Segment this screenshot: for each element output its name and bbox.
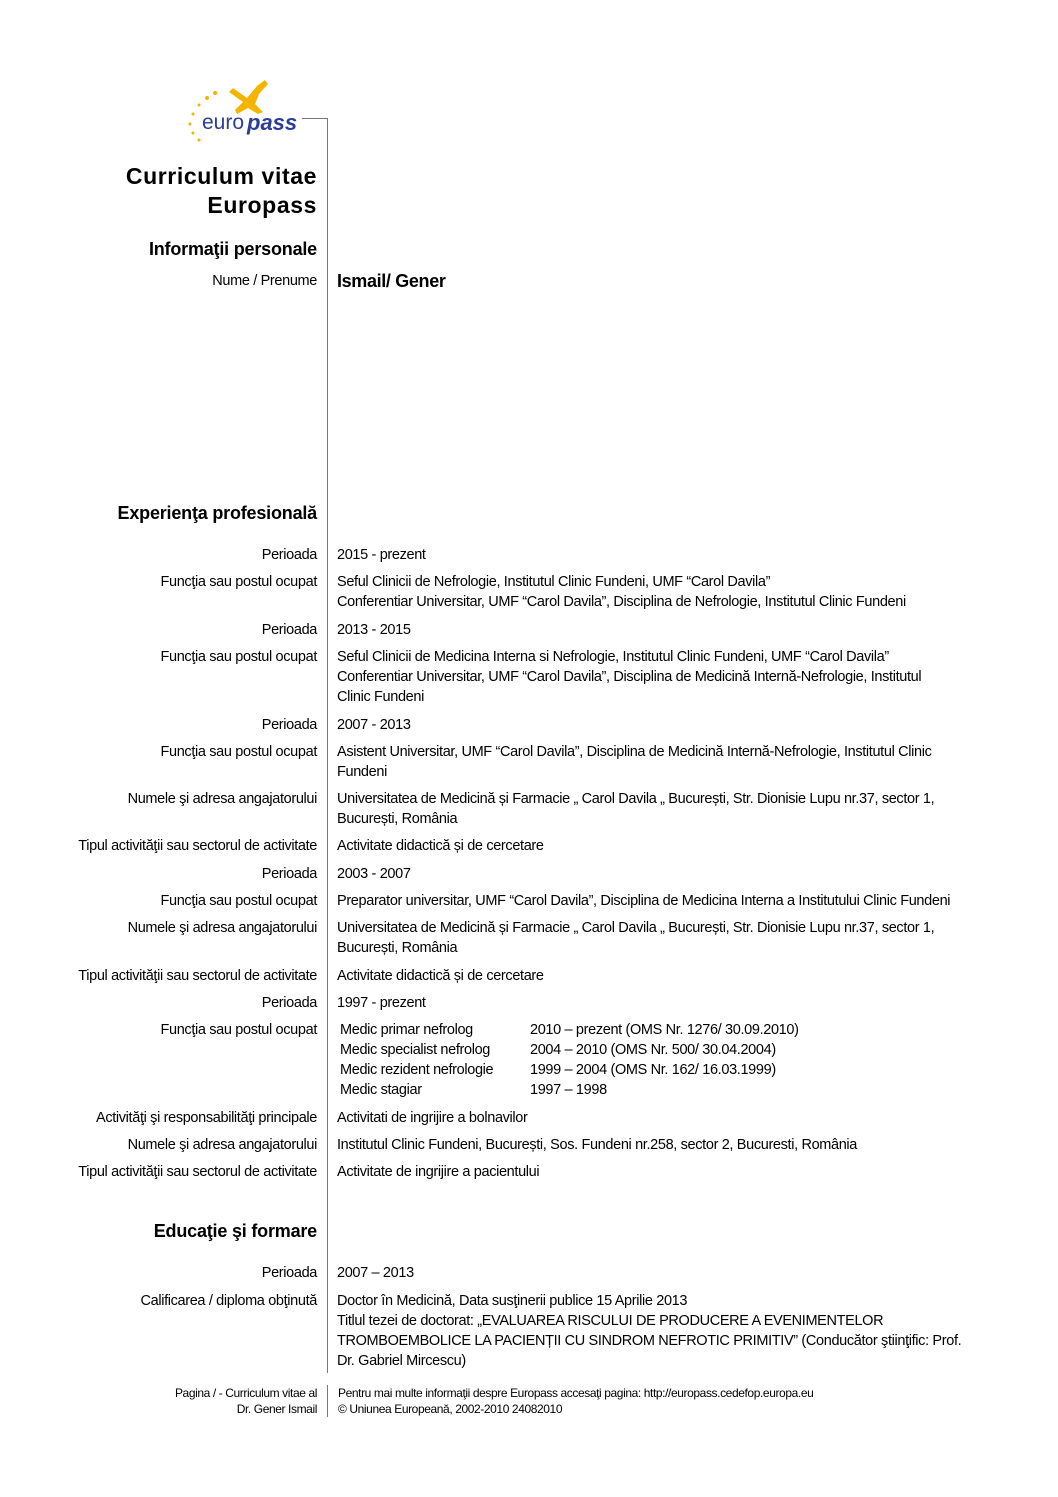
value-line: 2013 - 2015: [337, 622, 411, 638]
title-line-1: Curriculum vitae: [125, 163, 317, 189]
row-value: [337, 993, 426, 1013]
position-title: Medic specialist nefrolog: [340, 1042, 491, 1058]
logo-rule: [302, 118, 327, 119]
row-label: Funcţia sau postul ocupat: [160, 1022, 317, 1038]
row-label: Tipul activităţii sau sectorul de activitate: [78, 968, 317, 984]
row-label: Funcţia sau postul ocupat: [160, 649, 317, 665]
position-period: 1999 – 2004 (OMS Nr. 162/ 16.03.1999): [530, 1062, 776, 1078]
footer-info-link: Pentru mai multe informaţii despre Europass accesaţi pagina: http://europass.cedefop.europa.eu: [338, 1386, 814, 1400]
row-label: Tipul activităţii sau sectorul de activitate: [78, 1164, 317, 1180]
value-line: Conferentiar Universitar, UMF “Carol Davila”, Disciplina de Nefrologie, Institutul Clinic Fundeni: [337, 594, 906, 610]
value-line: Universitatea de Medicină și Farmacie „ Carol Davila „ București, Str. Dionisie Lupu nr.37, sector 1,: [337, 791, 935, 807]
position-period: 2004 – 2010 (OMS Nr. 500/ 30.04.2004): [530, 1042, 776, 1058]
row-label: Funcţia sau postul ocupat: [160, 893, 317, 909]
column-divider: [327, 118, 328, 1373]
footer-page: Pagina / - Curriculum vitae al: [174, 1386, 317, 1400]
position-period: 2010 – prezent (OMS Nr. 1276/ 30.09.2010): [530, 1022, 799, 1038]
row-value: [337, 742, 931, 782]
value-line: Universitatea de Medicină și Farmacie „ Carol Davila „ București, Str. Dionisie Lupu nr.37, sector 1,: [337, 920, 935, 936]
footer-divider: [327, 1385, 328, 1417]
value-line: Seful Clinicii de Nefrologie, Institutul Clinic Fundeni, UMF “Carol Davila”: [337, 574, 771, 590]
page-title: [126, 162, 317, 220]
value-line: Dr. Gabriel Mircescu): [337, 1353, 466, 1369]
row-value: [337, 789, 934, 829]
value-line: Conferentiar Universitar, UMF “Carol Davila”, Disciplina de Medicină Internă-Nefrologie, Institutul: [337, 669, 922, 685]
row-value: [337, 918, 934, 958]
row-value: [337, 572, 906, 612]
row-value: [337, 836, 544, 856]
value-line: Activitate didactică și de cercetare: [337, 968, 544, 984]
row-label: Numele şi adresa angajatorului: [127, 920, 317, 936]
row-label: Numele şi adresa angajatorului: [127, 791, 317, 807]
row-value: [337, 647, 921, 707]
value-line: Doctor în Medicină, Data susţinerii publice 15 Aprilie 2013: [337, 1293, 688, 1309]
value-line: București, România: [337, 940, 458, 956]
name-label: Nume / Prenume: [212, 273, 317, 289]
value-line: 2007 - 2013: [337, 717, 411, 733]
footer-copyright: © Uniunea Europeană, 2002-2010 24082010: [338, 1402, 563, 1416]
row-label: Perioada: [261, 995, 317, 1011]
row-value: [337, 891, 950, 911]
row-value: [337, 545, 426, 565]
row-value: [340, 1020, 799, 1100]
value-line: 2007 – 2013: [337, 1265, 414, 1281]
row-label: Numele şi adresa angajatorului: [127, 1137, 317, 1153]
logo-euro: euro: [202, 111, 245, 134]
value-line: TROMBOEMBOLICE LA PACIENȚII CU SINDROM NEFROTIC PRIMITIV” (Conducător ştiinţific: Prof.: [337, 1333, 962, 1349]
personal-info-heading: Informaţii personale: [148, 239, 317, 259]
footer-left: [175, 1385, 317, 1417]
row-label: Tipul activităţii sau sectorul de activitate: [78, 838, 317, 854]
logo-pass: pass: [247, 110, 298, 135]
value-line: Clinic Fundeni: [337, 689, 424, 705]
value-line: Activitati de ingrijire a bolnavilor: [337, 1110, 528, 1126]
value-line: Activitate de ingrijire a pacientului: [337, 1164, 540, 1180]
row-label: Funcţia sau postul ocupat: [160, 574, 317, 590]
experience-heading: Experienţa profesională: [117, 503, 317, 523]
position-title: Medic stagiar: [340, 1082, 422, 1098]
row-value: [337, 1291, 961, 1371]
footer-right: [338, 1385, 813, 1417]
row-label: Perioada: [261, 547, 317, 563]
value-line: Fundeni: [337, 764, 387, 780]
position-title: Medic primar nefrolog: [340, 1022, 473, 1038]
title-line-2: Europass: [207, 192, 317, 218]
row-value: [337, 715, 411, 735]
name-value: Ismail/ Gener: [337, 271, 446, 291]
row-label: Perioada: [261, 717, 317, 733]
row-value: [337, 1108, 528, 1128]
value-line: Titlul tezei de doctorat: „EVALUAREA RISCULUI DE PRODUCERE A EVENIMENTELOR: [337, 1313, 884, 1329]
row-value: [337, 1135, 857, 1155]
row-value: [337, 1162, 539, 1182]
value-line: Activitate didactică și de cercetare: [337, 838, 544, 854]
value-line: Preparator universitar, UMF “Carol Davila”, Disciplina de Medicina Interna a Institutului Clinic Fundeni: [337, 893, 951, 909]
row-label: Activităţi şi responsabilităţi principale: [96, 1110, 317, 1126]
position-period: 1997 – 1998: [530, 1082, 607, 1098]
row-value: [337, 1263, 414, 1283]
value-line: 2003 - 2007: [337, 866, 411, 882]
education-heading: Educaţie şi formare: [153, 1221, 317, 1241]
europass-logo: [185, 78, 305, 144]
value-line: Institutul Clinic Fundeni, București, Sos. Fundeni nr.258, sector 2, Bucuresti, România: [337, 1137, 858, 1153]
row-label: Perioada: [261, 622, 317, 638]
row-label: Funcţia sau postul ocupat: [160, 744, 317, 760]
row-label: Perioada: [261, 866, 317, 882]
row-value: [337, 966, 544, 986]
row-label: Calificarea / diploma obţinută: [140, 1293, 317, 1309]
row-label: Perioada: [261, 1265, 317, 1281]
value-line: București, România: [337, 811, 458, 827]
value-line: 1997 - prezent: [337, 995, 426, 1011]
value-line: 2015 - prezent: [337, 547, 426, 563]
value-line: Asistent Universitar, UMF “Carol Davila”, Disciplina de Medicină Internă-Nefrologie, Institutul Clinic: [337, 744, 932, 760]
footer-author: Dr. Gener Ismail: [236, 1402, 317, 1416]
value-line: Seful Clinicii de Medicina Interna si Nefrologie, Institutul Clinic Fundeni, UMF “Carol Davila”: [337, 649, 889, 665]
row-value: [337, 864, 411, 884]
position-title: Medic rezident nefrologie: [340, 1062, 494, 1078]
row-value: [337, 620, 411, 640]
